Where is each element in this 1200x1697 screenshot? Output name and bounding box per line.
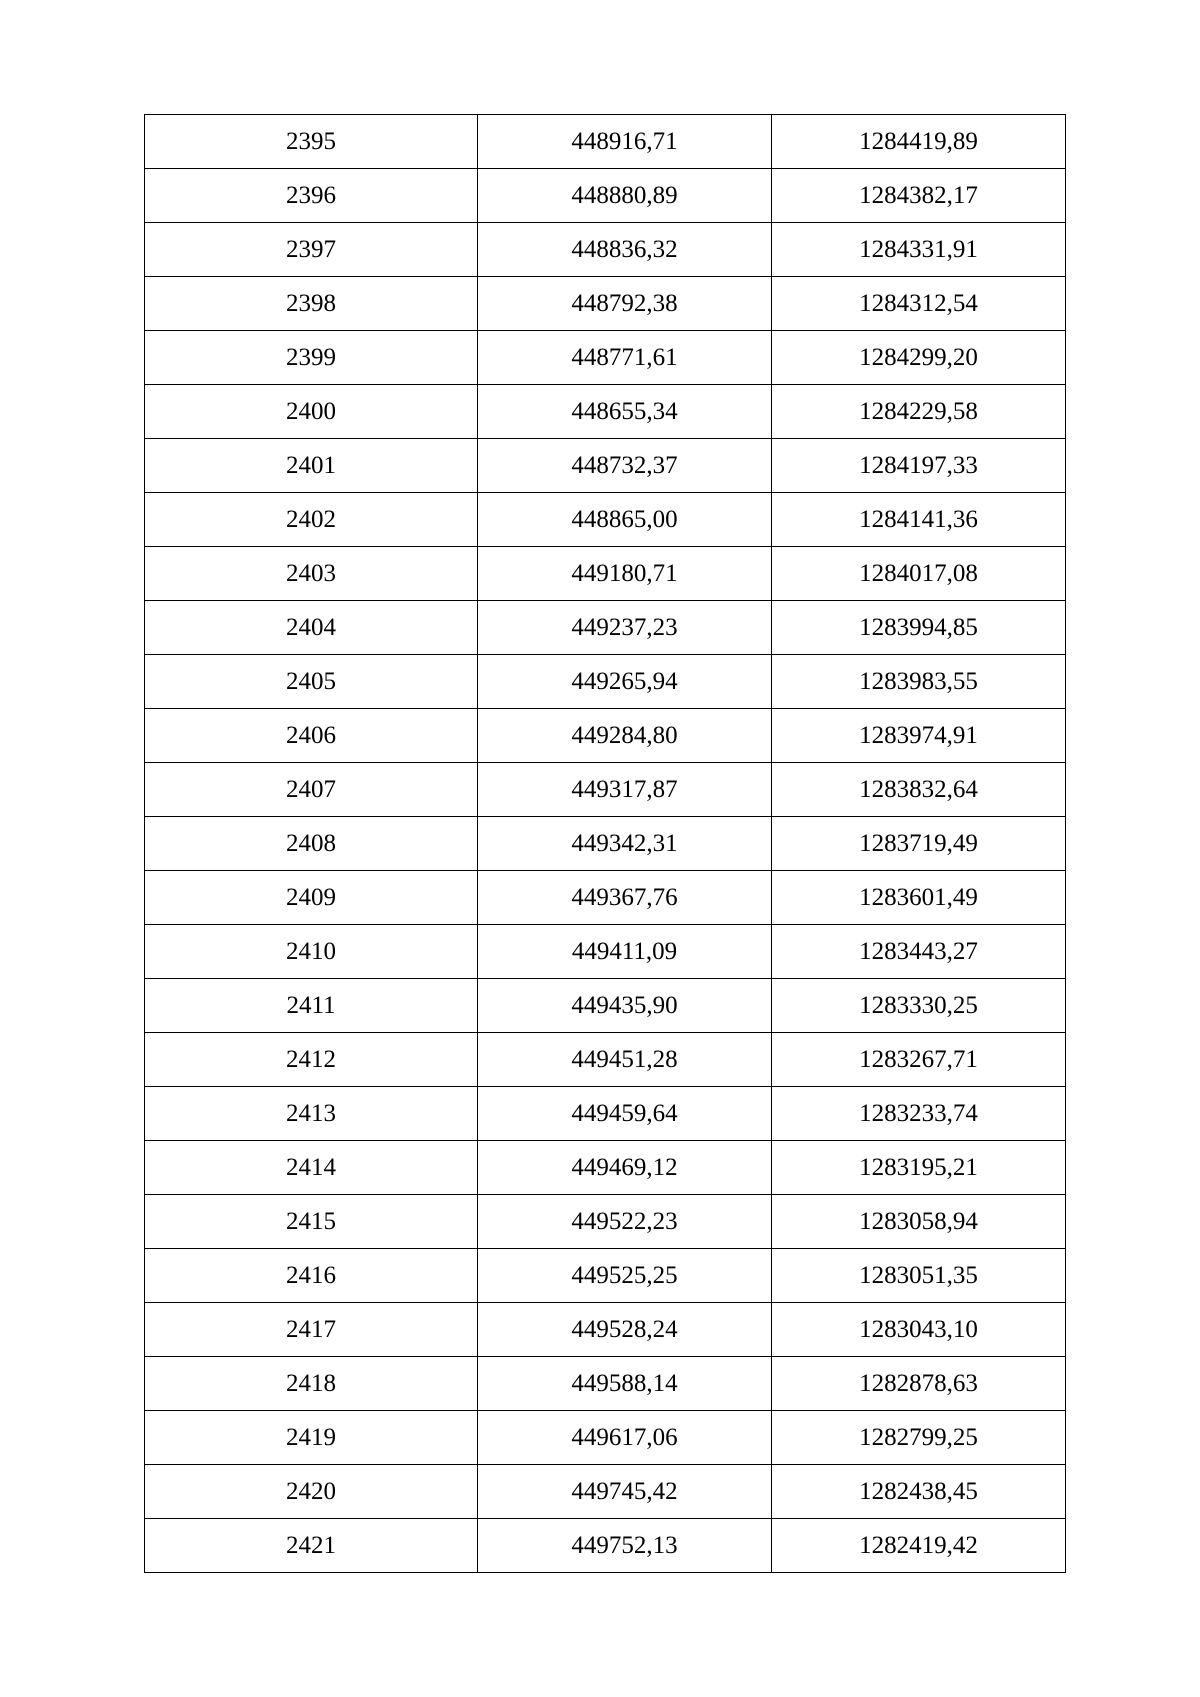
y-coordinate-cell: 1283974,91 [772, 709, 1066, 763]
y-coordinate-cell: 1283051,35 [772, 1249, 1066, 1303]
x-coordinate-cell: 449522,23 [478, 1195, 772, 1249]
x-coordinate-cell: 449617,06 [478, 1411, 772, 1465]
point-number-cell: 2402 [145, 493, 478, 547]
y-coordinate-cell: 1282799,25 [772, 1411, 1066, 1465]
table-row [145, 493, 1066, 547]
point-number-cell: 2416 [145, 1249, 478, 1303]
table-row [145, 1465, 1066, 1519]
x-coordinate-cell: 448880,89 [478, 169, 772, 223]
x-coordinate-cell: 449237,23 [478, 601, 772, 655]
point-number-cell: 2415 [145, 1195, 478, 1249]
x-coordinate-cell: 449752,13 [478, 1519, 772, 1573]
y-coordinate-cell: 1284312,54 [772, 277, 1066, 331]
table-row [145, 1519, 1066, 1573]
y-coordinate-cell: 1284017,08 [772, 547, 1066, 601]
point-number-cell: 2399 [145, 331, 478, 385]
y-coordinate-cell: 1284229,58 [772, 385, 1066, 439]
x-coordinate-cell: 448792,38 [478, 277, 772, 331]
y-coordinate-cell: 1283043,10 [772, 1303, 1066, 1357]
point-number-cell: 2406 [145, 709, 478, 763]
table-row [145, 1411, 1066, 1465]
table-row [145, 655, 1066, 709]
y-coordinate-cell: 1284197,33 [772, 439, 1066, 493]
table-row [145, 763, 1066, 817]
table-row [145, 115, 1066, 169]
point-number-cell: 2412 [145, 1033, 478, 1087]
table-row [145, 925, 1066, 979]
y-coordinate-cell: 1283233,74 [772, 1087, 1066, 1141]
x-coordinate-cell: 448771,61 [478, 331, 772, 385]
table-row [145, 547, 1066, 601]
table-row [145, 1033, 1066, 1087]
y-coordinate-cell: 1283994,85 [772, 601, 1066, 655]
table-row [145, 439, 1066, 493]
x-coordinate-cell: 449317,87 [478, 763, 772, 817]
table-row [145, 385, 1066, 439]
x-coordinate-cell: 449459,64 [478, 1087, 772, 1141]
y-coordinate-cell: 1283330,25 [772, 979, 1066, 1033]
point-number-cell: 2400 [145, 385, 478, 439]
y-coordinate-cell: 1284141,36 [772, 493, 1066, 547]
table-row [145, 1303, 1066, 1357]
point-number-cell: 2419 [145, 1411, 478, 1465]
point-number-cell: 2396 [145, 169, 478, 223]
table-row [145, 1195, 1066, 1249]
point-number-cell: 2407 [145, 763, 478, 817]
table-row [145, 1141, 1066, 1195]
y-coordinate-cell: 1283601,49 [772, 871, 1066, 925]
y-coordinate-cell: 1282438,45 [772, 1465, 1066, 1519]
y-coordinate-cell: 1283195,21 [772, 1141, 1066, 1195]
y-coordinate-cell: 1284331,91 [772, 223, 1066, 277]
table-row [145, 169, 1066, 223]
y-coordinate-cell: 1283719,49 [772, 817, 1066, 871]
x-coordinate-cell: 449342,31 [478, 817, 772, 871]
table-row [145, 979, 1066, 1033]
table-row [145, 1249, 1066, 1303]
x-coordinate-cell: 449528,24 [478, 1303, 772, 1357]
y-coordinate-cell: 1284299,20 [772, 331, 1066, 385]
point-number-cell: 2403 [145, 547, 478, 601]
table-row [145, 871, 1066, 925]
point-number-cell: 2417 [145, 1303, 478, 1357]
x-coordinate-cell: 448655,34 [478, 385, 772, 439]
table-row [145, 223, 1066, 277]
x-coordinate-cell: 448836,32 [478, 223, 772, 277]
point-number-cell: 2405 [145, 655, 478, 709]
y-coordinate-cell: 1283443,27 [772, 925, 1066, 979]
x-coordinate-cell: 449367,76 [478, 871, 772, 925]
x-coordinate-cell: 449284,80 [478, 709, 772, 763]
x-coordinate-cell: 449265,94 [478, 655, 772, 709]
x-coordinate-cell: 449435,90 [478, 979, 772, 1033]
table-row [145, 1357, 1066, 1411]
x-coordinate-cell: 449411,09 [478, 925, 772, 979]
y-coordinate-cell: 1283267,71 [772, 1033, 1066, 1087]
point-number-cell: 2404 [145, 601, 478, 655]
table-row [145, 601, 1066, 655]
x-coordinate-cell: 448865,00 [478, 493, 772, 547]
point-number-cell: 2410 [145, 925, 478, 979]
y-coordinate-cell: 1283983,55 [772, 655, 1066, 709]
point-number-cell: 2401 [145, 439, 478, 493]
point-number-cell: 2409 [145, 871, 478, 925]
x-coordinate-cell: 449745,42 [478, 1465, 772, 1519]
point-number-cell: 2420 [145, 1465, 478, 1519]
x-coordinate-cell: 449469,12 [478, 1141, 772, 1195]
point-number-cell: 2397 [145, 223, 478, 277]
point-number-cell: 2421 [145, 1519, 478, 1573]
table-row [145, 277, 1066, 331]
x-coordinate-cell: 449451,28 [478, 1033, 772, 1087]
x-coordinate-cell: 448916,71 [478, 115, 772, 169]
y-coordinate-cell: 1282878,63 [772, 1357, 1066, 1411]
x-coordinate-cell: 449180,71 [478, 547, 772, 601]
x-coordinate-cell: 449588,14 [478, 1357, 772, 1411]
point-number-cell: 2398 [145, 277, 478, 331]
coordinates-table [144, 114, 1066, 1573]
point-number-cell: 2413 [145, 1087, 478, 1141]
point-number-cell: 2414 [145, 1141, 478, 1195]
y-coordinate-cell: 1284382,17 [772, 169, 1066, 223]
point-number-cell: 2418 [145, 1357, 478, 1411]
coordinates-table-body [145, 115, 1066, 1573]
table-row [145, 817, 1066, 871]
x-coordinate-cell: 448732,37 [478, 439, 772, 493]
x-coordinate-cell: 449525,25 [478, 1249, 772, 1303]
y-coordinate-cell: 1283058,94 [772, 1195, 1066, 1249]
y-coordinate-cell: 1283832,64 [772, 763, 1066, 817]
table-row [145, 709, 1066, 763]
point-number-cell: 2411 [145, 979, 478, 1033]
point-number-cell: 2408 [145, 817, 478, 871]
y-coordinate-cell: 1284419,89 [772, 115, 1066, 169]
y-coordinate-cell: 1282419,42 [772, 1519, 1066, 1573]
table-row [145, 331, 1066, 385]
point-number-cell: 2395 [145, 115, 478, 169]
table-row [145, 1087, 1066, 1141]
